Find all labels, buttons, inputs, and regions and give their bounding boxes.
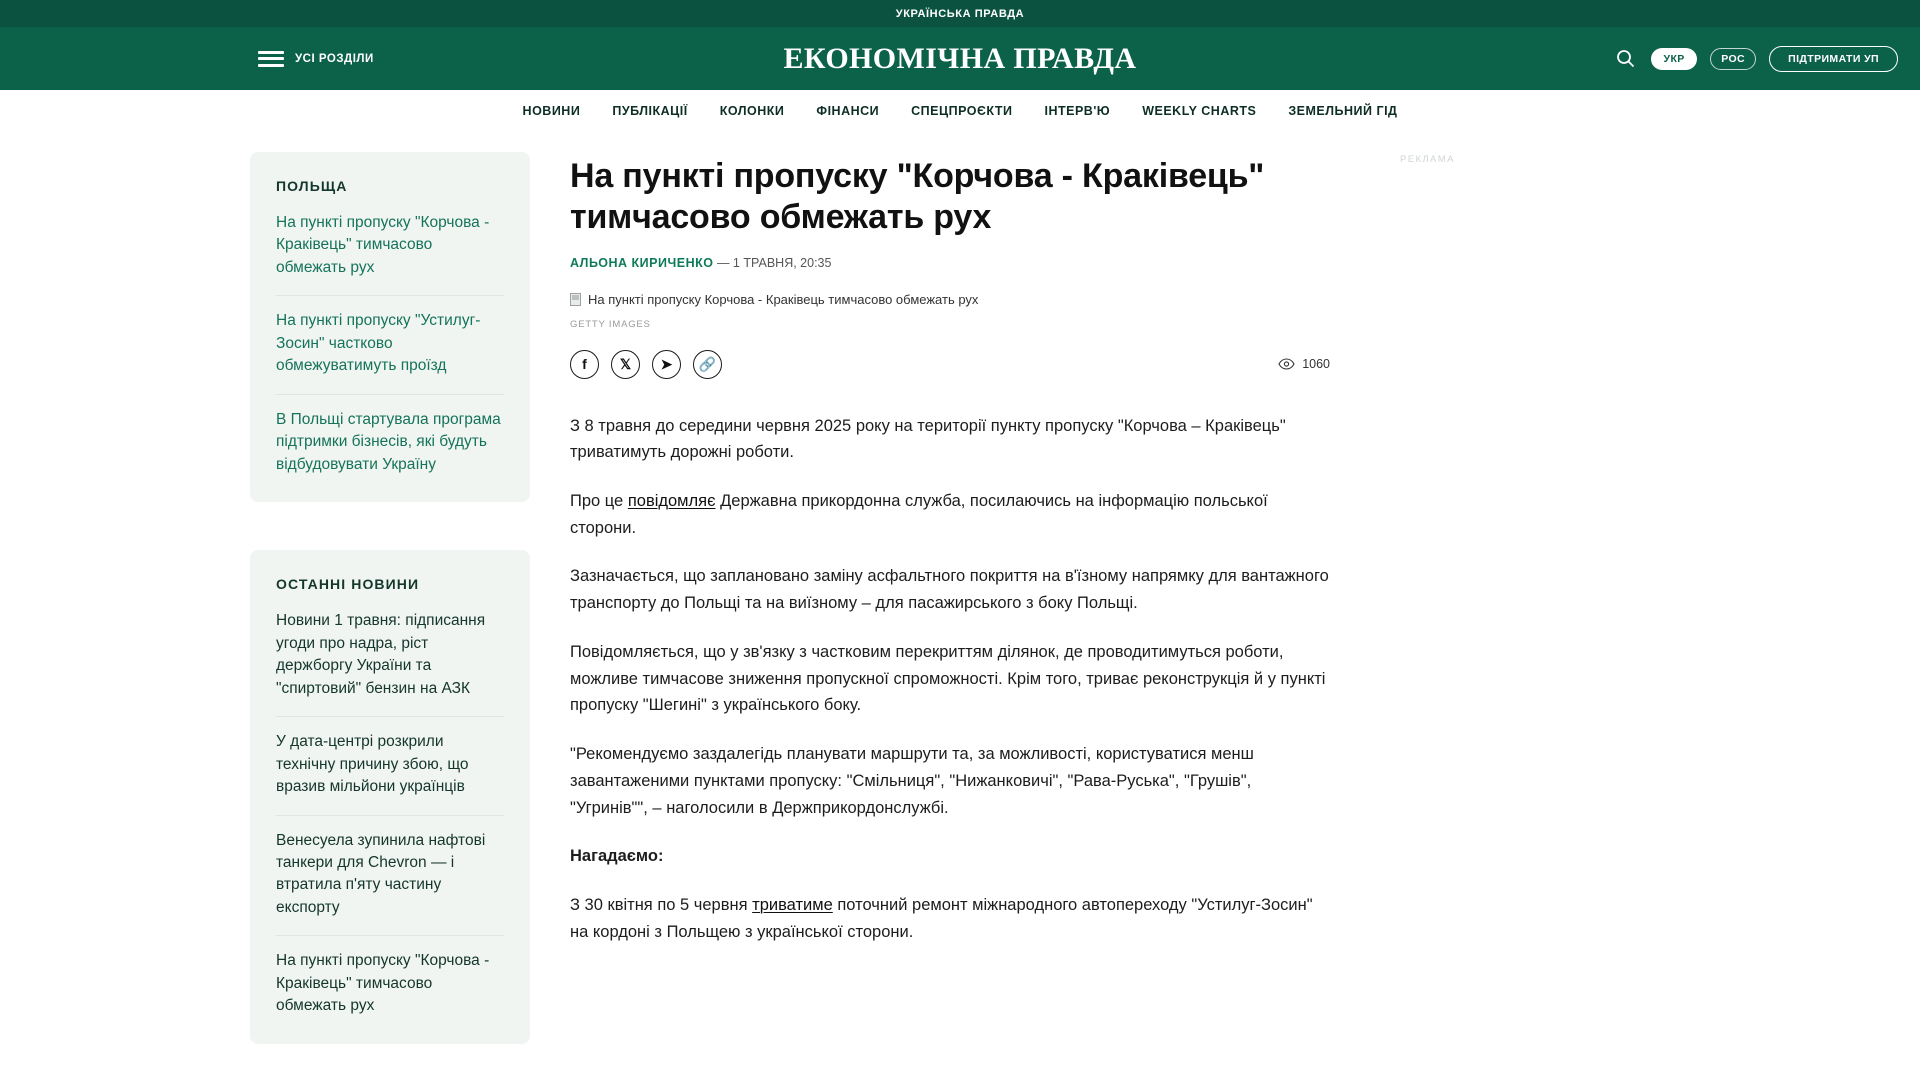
lang-switch-rus[interactable]: РОС [1710,48,1756,70]
telegram-icon[interactable]: ➤ [652,350,681,379]
x-twitter-icon[interactable]: 𝕏 [611,350,640,379]
topic-link-3[interactable]: В Польщі стартувала програма підтримки бізнесів, які будуть відбудовувати Україну [276,410,501,473]
right-sidebar [1370,152,1670,1092]
paragraph-6 [570,892,1330,945]
list-item [276,212,504,296]
nav-item-zemelnyi-gid[interactable]: ЗЕМЕЛЬНИЙ ГІД [1288,104,1398,118]
nav-item-novyny[interactable]: НОВИНИ [522,104,581,118]
facebook-icon[interactable]: f [570,350,599,379]
list-item [276,296,504,394]
list-item [276,717,504,815]
paragraph-1: З 8 травня до середини червня 2025 року на території пункту пропуску "Корчова – Краківець" триватимуть дорожні роботи. [570,416,1286,462]
list-item [276,936,504,1033]
main-navigation [0,90,1920,132]
article-author[interactable]: АЛЬОНА КИРИЧЕНКО [570,255,714,270]
broken-image-icon [570,293,581,306]
latest-news-list [276,610,504,1034]
list-item [276,816,504,937]
paragraph-3: Зазначається, що заплановано заміну асфальтного покриття на в'їзному напрямку для вантажного транспорту до Польщі та на виїзному – для пасажирського з боку Польщі. [570,567,1329,613]
paragraph-4: Повідомляється, що у зв'язку з частковим перекриттям ділянок, де проводитимуться роботи, можливе тимчасове зниження пропускної спроможності. Крім того, триває реконструкція й у пункті пропуску "Шегині" з українського боку. [570,642,1326,715]
nav-item-interview[interactable]: ІНТЕРВ'Ю [1044,104,1111,118]
paragraph-2-after: Державна прикордонна служба, посилаючись на інформацію польської сторони. [570,492,1268,537]
paragraph-6-before: З 30 квітня по 5 червня [570,895,753,914]
topic-card-list [276,212,504,492]
view-counter [1278,357,1330,371]
topic-link-1[interactable]: На пункті пропуску "Корчова - Краківець" тимчасово обмежать рух [276,214,490,276]
inline-link-povidomlyae[interactable]: повідомляє [627,492,716,511]
page-title: На пункті пропуску "Корчова - Краківець" тимчасово обмежать рух [570,157,1265,236]
link-copy-icon[interactable]: 🔗 [693,350,722,379]
article-image-alt: На пункті пропуску Корчова - Краківець тимчасово обмежать рух [588,291,979,307]
lang-switch-ukr[interactable]: УКР [1651,48,1697,70]
eye-icon [1278,358,1295,370]
ad-label: РЕКЛАМА [1400,154,1455,165]
topic-link-2[interactable]: На пункті пропуску "Устилуг-Зосин" частково обмежуватимуть проїзд [276,312,481,375]
latest-news-card [250,550,530,1044]
latest-news-title: ОСТАННІ НОВИНИ [276,576,420,593]
latest-link-4[interactable]: На пункті пропуску "Корчова - Краківець" тимчасово обмежать рух [276,952,490,1015]
article-image [570,292,978,307]
latest-link-2[interactable]: У дата-центрі розкрили технічну причину збою, що вразив мільйони українців [276,733,469,796]
all-sections-label: УСІ РОЗДІЛИ [295,52,374,65]
paragraph-6-after: поточний ремонт міжнародного автопереходу "Устилуг-Зосин" на кордоні з Польщею з української сторони. [570,895,1313,941]
hamburger-icon [258,51,284,67]
article-figure [570,292,1330,311]
nav-item-finansy[interactable]: ФІНАНСИ [816,104,880,118]
article-body [570,413,1330,946]
article-date: — 1 ТРАВНЯ, 20:35 [716,255,832,270]
ukrainska-pravda-link[interactable]: УКРАЇНСЬКА ПРАВДА [895,7,1025,20]
inline-link-tryvatyme[interactable]: триватиме [752,895,833,914]
paragraph-2 [570,488,1330,541]
masthead [0,27,1920,90]
image-credit: GETTY IMAGES [570,318,651,330]
latest-link-3[interactable]: Венесуела зупинила нафтові танкери для Chevron — і втратила п'яту частину експорту [276,831,486,916]
article [570,152,1330,1092]
share-icons [570,350,722,379]
left-sidebar [250,152,530,1092]
support-up-button[interactable]: ПІДТРИМАТИ УП [1769,46,1898,72]
all-sections-menu-button[interactable] [258,51,374,67]
topic-card-poland [250,152,530,502]
masthead-actions [1612,46,1898,72]
latest-link-1[interactable]: Новини 1 травня: підписання угоди про надра, ріст держборгу України та "спиртовий" бензин на АЗК [276,612,486,697]
page-body [0,132,1920,1092]
share-row [570,350,1330,379]
list-item [276,395,504,492]
nav-item-weekly-charts[interactable]: WEEKLY CHARTS [1142,104,1257,118]
search-icon[interactable] [1612,46,1638,72]
byline [570,256,1330,270]
topic-card-title: ПОЛЬЩА [276,178,348,194]
paragraph-2-before: Про це [570,492,628,511]
paragraph-reminder-heading: Нагадаємо: [570,847,664,866]
paragraph-5: "Рекомендуємо заздалегідь планувати маршрути та, за можливості, користуватися менш завантаженими пунктами пропуску: "Смільниця", "Нижанковичі", "Рава-Руська", "Грушів", "Угринів"", – наголосили в Держприкордонслужбі. [570,745,1254,817]
view-count-value: 1060 [1302,357,1330,372]
site-logo[interactable]: ЕКОНОМІЧНА ПРАВДА [783,41,1137,75]
list-item [276,610,504,717]
nav-item-publikatsii[interactable]: ПУБЛІКАЦІЇ [612,104,688,118]
nav-item-spetsproekty[interactable]: СПЕЦПРОЄКТИ [911,104,1013,118]
network-strip [0,0,1920,27]
nav-item-kolonky[interactable]: КОЛОНКИ [719,104,785,118]
